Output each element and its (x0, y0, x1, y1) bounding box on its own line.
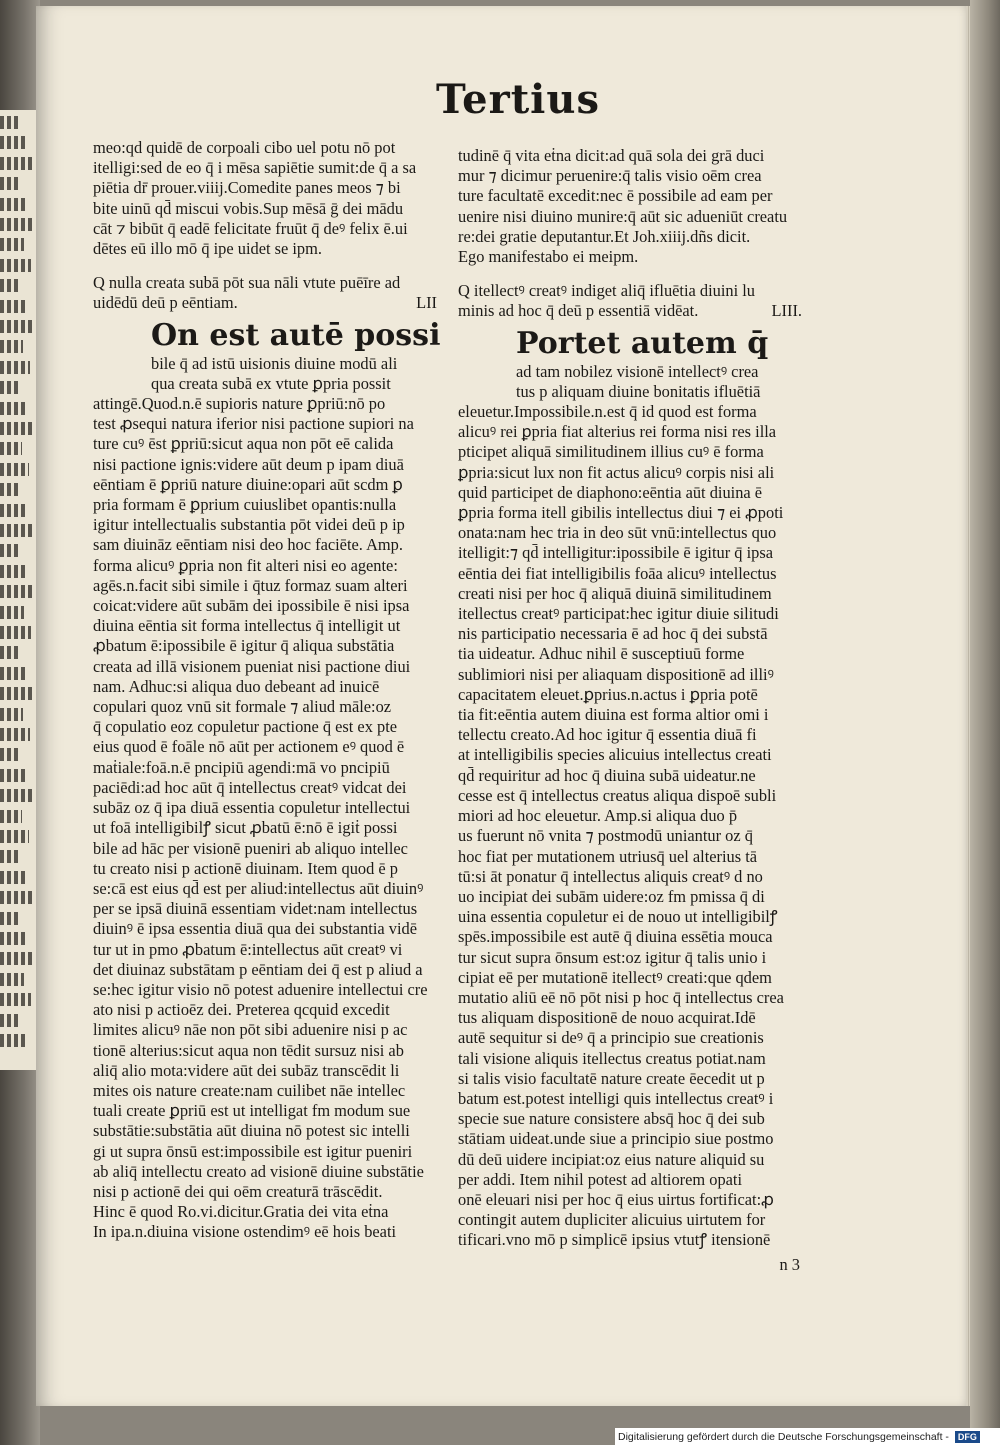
text-line: itellectus creatꝰ participat:hec igitur diuie silitudi (458, 604, 779, 624)
previous-page-text-stub (0, 320, 34, 333)
previous-page-text-stub (0, 993, 31, 1006)
previous-page-text-stub (0, 422, 33, 435)
previous-page-text-stub (0, 585, 35, 598)
text-line: ad tam nobilez visionē intellectꝰ crea (516, 361, 759, 381)
chapter-caption: Q itellectꝰ creatꝰ indiget aliq̄ ifluētia diuini lu (458, 281, 755, 301)
text-line: ut foā intelligibilꝭ sicut ꝓbatū ē:nō ē igiṫ possi (93, 818, 398, 838)
previous-page-text-stub (0, 279, 20, 292)
previous-page-text-stub (0, 116, 18, 129)
text-line: ture cuꝰ ēst ꝑpriū:sicut aqua non pōt eē calida (93, 434, 394, 454)
text-line: tuali create ꝑpriū est ut intelligat fm modum sue (93, 1101, 411, 1121)
previous-page-text-stub (0, 728, 30, 741)
text-line: paciēdi:ad hoc aūt q̄ intellectus creatꝰ vidcat dei (93, 777, 407, 797)
previous-page-text-stub (0, 483, 18, 496)
text-line: sam diuināz eēntiam nisi deo hoc faciēte. Amp. (93, 535, 403, 555)
text-line: mur ⁊ dicimur peruenire:q̄ talis visio oēm crea (458, 166, 762, 186)
text-line: itelligit:⁊ qd̄ intelligitur:ipossibile ē igitur q̄ ipsa (458, 543, 773, 563)
digitization-credit-text: Digitalisierung gefördert durch die Deutsche Forschungsgemeinschaft - (618, 1430, 949, 1443)
previous-page-text-stub (0, 789, 33, 802)
text-line: Ego manifestabo ei meipm. (458, 247, 639, 267)
text-line: cesse est q̄ intellectus creatus aliqua dispoē subli (458, 785, 777, 805)
text-line: qua creata subā ex vtute ꝑpria possit (151, 373, 391, 393)
previous-page-text-stub (0, 626, 31, 639)
text-line: attingē.Quod.n.ē supioris nature ꝑpriū:nō po (93, 394, 386, 414)
previous-page-text-stub (0, 606, 24, 619)
text-line: tionē alterius:sicut aqua non tēdit sursuz nisi ab (93, 1040, 404, 1060)
text-line: re:dei gratie deputantur.Et Joh.xiiij.dñs dicit. (458, 226, 751, 246)
text-line: bile q̄ ad istū uisionis diuine modū ali (151, 353, 398, 373)
chapter-number: LII (416, 293, 437, 313)
text-line: nis participatio necessaria ē ad hoc q̄ dei substā (458, 624, 768, 644)
previous-page-text-stub (0, 1034, 27, 1047)
text-line: uo incipiat dei subām uidere:oz fm pmissa q̄ di (458, 886, 765, 906)
text-line: miori ad hoc eleuetur. Amp.si aliqua duo p̄ (458, 806, 738, 826)
chapter-caption-line-2 (93, 293, 443, 313)
text-line: dētes eū illo mō q̄ ipe uidet se ipm. (93, 239, 322, 259)
text-line: gi ut supra ōnsū est:impossibile est igitur pueniri (93, 1141, 413, 1161)
text-line: forma alicuꝰ ꝑpria non fit alteri nisi eo agente: (93, 555, 398, 575)
previous-page-text-stub (0, 1014, 20, 1027)
previous-page-text-stub (0, 891, 32, 904)
text-line: agēs.n.facit sibi simile i q̄tuz formaz suam alteri (93, 575, 408, 595)
chapter-caption-end: minis ad hoc q̄ deū p essentiā vidēat. (458, 301, 699, 321)
text-line: q̄ copulatio eoz copuletur pactione q̄ est ex pte (93, 717, 398, 737)
previous-page-text-stub (0, 810, 22, 823)
text-line: eius quod ē foāle nō aūt per actionem eꝰ quod ē (93, 737, 405, 757)
previous-page-text-stub (0, 932, 28, 945)
text-line: mites ois nature create:nam cuilibet nāe intellec (93, 1080, 406, 1100)
previous-page-text-stub (0, 871, 25, 884)
text-line: aliq̄ alio mota:videre aūt dei subāz transcēdit li (93, 1060, 400, 1080)
text-line: specie sue nature consistere absq̄ hoc q̄ dei sub (458, 1109, 765, 1129)
text-line: si talis visio facultatē nature create ēecedit ut p (458, 1068, 765, 1088)
text-line: limites alicuꝰ nāe non pōt sibi aduenire nisi p ac (93, 1020, 408, 1040)
left-text-column (93, 138, 443, 1243)
previous-page-text-stub (0, 177, 21, 190)
text-line: mutatio aliū eē nō pōt nisi p hoc q̄ intellectus crea (458, 987, 784, 1007)
text-line: nisi pactione ignis:videre aūt deum p ipam diuā (93, 454, 404, 474)
text-line: det diuinaz substātam p eēntiam dei q̄ est p aliud a (93, 959, 423, 979)
chapter-caption: Q nulla creata subā pōt sua nāli vtute puēīre ad (93, 273, 401, 293)
text-line: ꝑpria forma itell gibilis intellectus diui ⁊ ei ꝓpoti (458, 503, 784, 523)
text-line: ture facultatē excedit:nec ē possibile ad eam per (458, 186, 773, 206)
text-line: se:cā est eius qd̄ est per aliud:intellectus aūt diuinꝰ (93, 878, 424, 898)
text-line: piētia dr̄ prouer.viiij.Comedite panes meos ⁊ bi (93, 178, 401, 198)
text-line: tur ut in pmo ꝓbatum ē:intellectus aūt creatꝰ vi (93, 939, 403, 959)
text-line: stātiam uideat.unde siue a principio siue postmo (458, 1129, 774, 1149)
previous-page-text-stub (0, 565, 28, 578)
text-line: itelligi:sed de eo q̄ i mēsa sapiētie sumit:de q̄ a sa (93, 158, 417, 178)
text-line: eēntia dei fiat intelligibilis foāa alicuꝰ intellectus (458, 563, 777, 583)
previous-page-text-stub (0, 687, 34, 700)
text-line: tia fit:eēntia autem diuina est forma altior omi i (458, 705, 769, 725)
chapter-incipit: Portet autem q̄ (516, 325, 769, 361)
paragraph-gap (458, 267, 808, 281)
text-line: maṫiale:foā.n.ē pncipiū agendi:mā vo pncipiū (93, 757, 390, 777)
right-text-column (458, 146, 808, 1275)
previous-page-edge (0, 110, 38, 1070)
left-column-body-text (93, 354, 443, 1243)
book-page (36, 6, 968, 1406)
text-line: creata ad illā visionem pueniat nisi pactione diui (93, 656, 411, 676)
text-line: tus aliquam dispositionē de nouo acquirat.Idē (458, 1008, 756, 1028)
running-head: Tertius (436, 76, 600, 123)
text-line: Hinc ē quod Ro.vi.dicitur.Gratia dei vita eṫna (93, 1202, 389, 1222)
text-line: test ꝓsequi natura iferior nisi pactione supiori na (93, 414, 414, 434)
text-line: hoc fiat per mutationem utriusq̄ uel alterius tā (458, 846, 758, 866)
text-line: ab aliq̄ intellectu creato ad visionē diuine substātie (93, 1161, 424, 1181)
previous-page-text-stub (0, 850, 18, 863)
previous-page-text-stub (0, 973, 24, 986)
text-line: bile ad hāc per visionē pueniri ab aliquo intellec (93, 838, 408, 858)
previous-page-text-stub (0, 912, 21, 925)
text-line: eēntiam ē ꝑpriū nature diuine:opari aūt scdm ꝑ (93, 474, 403, 494)
previous-page-text-stub (0, 544, 21, 557)
previous-page-text-stub (0, 259, 31, 272)
chapter-number: LIII. (771, 301, 802, 321)
printer-signature-mark: n 3 (779, 1254, 800, 1274)
previous-page-text-stub (0, 198, 28, 211)
text-line: per addi. Item nihil potest ad altiorem opati (458, 1169, 743, 1189)
text-line: uina essentia copuletur ei de nouo ut intelligibilꝭ (458, 907, 778, 927)
text-line: uenire nisi diuino munire:q̄ aūt sic adueniūt creatu (458, 206, 788, 226)
text-line: igitur intellectualis substantia pōt videi deū p ip (93, 515, 405, 535)
left-column-opening-text (93, 138, 443, 259)
text-line: creati nisi per hoc q̄ aliquā diuinā similitudinem (458, 583, 772, 603)
text-line: eleuetur.Impossibile.n.est q̄ id quod est forma (458, 402, 757, 422)
previous-page-text-stub (0, 748, 19, 761)
previous-page-text-stub (0, 646, 20, 659)
previous-page-text-stub (0, 708, 23, 721)
text-line: tu creato nisi p actionē diuinam. Item quod ē p (93, 858, 398, 878)
digitization-credit-bar (615, 1428, 1000, 1445)
text-line: sublimiori nisi per aliaquam dispositionē ad illiꝰ (458, 664, 774, 684)
previous-page-text-stub (0, 402, 26, 415)
text-line: spēs.impossibile est autē q̄ diuina essētia mouca (458, 927, 773, 947)
previous-page-text-stub (0, 504, 25, 517)
text-line: at intelligibilis species alicuius intellectus creati (458, 745, 772, 765)
text-line: onata:nam hec tria in deo sūt vnū:intellectus quo (458, 523, 777, 543)
text-line: meo:qd quidē de corpoali cibo uel potu nō pot (93, 138, 396, 157)
text-line: substātie:substātia aūt diuina nō potest sic intelli (93, 1121, 410, 1141)
text-line: us fuerunt nō vnita ⁊ postmodū uniantur oz q̄ (458, 826, 753, 846)
previous-page-text-stub (0, 340, 23, 353)
text-line: bite uinū qd̄ miscui vobis.Sup mēsā ḡ dei mādu (93, 198, 404, 218)
chapter-caption-end: uidēdū deū p eēntiam. (93, 293, 238, 313)
text-line: cāt ⁊ bibūt q̄ eadē felicitate fruūt q̄ deꝰ felix ē.ui (93, 218, 408, 238)
text-line: autē sequitur si deꝰ q̄ a principio sue creationis (458, 1028, 764, 1048)
text-line: diuinꝰ ē ipsa essentia diuā qua dei substantia vidē (93, 919, 417, 939)
text-line: quid participet de diaphono:eēntia aūt diuina ē (458, 482, 763, 502)
previous-page-text-stub (0, 238, 24, 251)
text-line: per se ipsā diuinā essentiam videt:nam intellectus (93, 899, 418, 919)
text-line: tudinē q̄ vita eṫna dicit:ad quā sola dei grā duci (458, 146, 765, 165)
text-line: nisi p actionē dei qui oēm creaturā trāscēdit. (93, 1181, 383, 1201)
previous-page-text-stub (0, 361, 30, 374)
previous-page-text-stub (0, 136, 25, 149)
previous-page-text-stub (0, 463, 29, 476)
previous-page-text-stub (0, 157, 32, 170)
right-column-opening-text (458, 146, 808, 267)
chapter-incipit: On est autē possi (151, 317, 441, 353)
previous-page-text-stub (0, 524, 32, 537)
text-line: diuina eēntia sit forma intellectus q̄ intelligit ut (93, 616, 401, 636)
text-line: dū deū uidere incipiat:oz eius nature aliquid su (458, 1149, 765, 1169)
text-line: batum est.potest intelligi quis intellectus creatꝰ i (458, 1088, 774, 1108)
text-line: tellectu creato.Ad hoc igitur q̄ essentia diuā fi (458, 725, 757, 745)
previous-page-text-stub (0, 830, 29, 843)
text-line: qd̄ requiritur ad hoc q̄ diuina subā uideatur.ne (458, 765, 756, 785)
previous-page-text-stub (0, 300, 27, 313)
text-line: se:hec igitur visio nō potest aduenire intellectui cre (93, 979, 428, 999)
text-line: In ipa.n.diuina visione ostendimꝰ eē hois beati (93, 1222, 397, 1242)
text-line: tū:si āt ponatur q̄ intellectus aliquis creatꝰ d no (458, 866, 763, 886)
text-line: pria formam ē ꝑprium cuiuslibet opantis:nulla (93, 495, 397, 515)
text-line: contingit autem dupliciter alicuius uirtutem for (458, 1210, 766, 1230)
previous-page-text-stub (0, 381, 19, 394)
right-column-body-text (458, 362, 808, 1251)
text-line: coicat:videre aūt subām dei ipossibile ē nisi ipsa (93, 596, 410, 616)
text-line: alicuꝰ rei ꝑpria fiat alterius rei forma nisi res illa (458, 422, 777, 442)
previous-page-text-stub (0, 442, 22, 455)
book-binding-right (970, 0, 1000, 1445)
text-line: ꝓbatum ē:ipossibile ē igitur q̄ aliqua substātia (93, 636, 395, 656)
chapter-caption-line-2 (458, 301, 808, 321)
text-line: tus p aliquam diuine bonitatis ifluētiā (516, 381, 761, 401)
text-line: copulari quoz vnū sit formale ⁊ aliud māle:oz (93, 697, 392, 717)
text-line: subāz oz q̄ ipa diuā essentia copuletur intellectui (93, 798, 411, 818)
previous-page-text-stub (0, 667, 27, 680)
dfg-logo: DFG (955, 1431, 980, 1443)
text-line: ꝑpria:sicut lux non fit actus alicuꝰ corpis nisi ali (458, 462, 775, 482)
text-line: tali visione aliquis itellectus creatus potiat.nam (458, 1048, 766, 1068)
text-line: ato nisi p actioēz dei. Preterea qcquid excedit (93, 1000, 390, 1020)
previous-page-text-stub (0, 769, 26, 782)
previous-page-text-stub (0, 218, 35, 231)
text-line: onē eleuari nisi per hoc q̄ eius uirtus fortificat:ꝓ (458, 1189, 774, 1209)
paragraph-gap (93, 259, 443, 273)
text-line: nam. Adhuc:si aliqua duo debeant ad inuicē (93, 676, 380, 696)
previous-page-text-stub (0, 952, 35, 965)
text-line: tia uideatur. Adhuc nihil ē susceptiuū forme (458, 644, 745, 664)
text-line: capacitatem eleuet.ꝑprius.n.actus i ꝑpria potē (458, 684, 758, 704)
text-line: tur sicut supra ōnsum est:oz igitur q̄ talis unio i (458, 947, 767, 967)
text-line: pticipet aliquā similitudinem illius cuꝰ ē forma (458, 442, 764, 462)
text-line: tificari.vno mō p simplicē ipsius vtutꝭ itensionē (458, 1230, 771, 1250)
text-line: cipiat eē per mutationē itellectꝰ creati:que qdem (458, 967, 772, 987)
